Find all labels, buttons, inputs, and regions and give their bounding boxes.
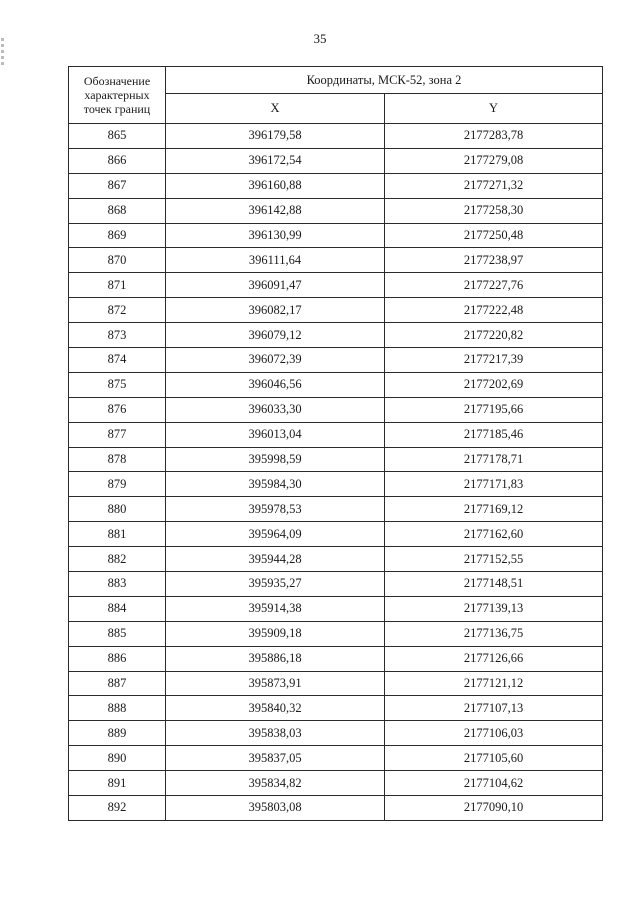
cell-y: 2177090,10 xyxy=(385,796,603,821)
cell-y: 2177217,39 xyxy=(385,348,603,373)
table-row xyxy=(69,248,603,273)
header-y: Y xyxy=(385,94,603,124)
cell-point: 883 xyxy=(69,572,166,597)
cell-x: 396179,58 xyxy=(166,124,385,149)
cell-x: 395803,08 xyxy=(166,796,385,821)
table-row xyxy=(69,497,603,522)
cell-point: 879 xyxy=(69,472,166,497)
cell-y: 2177105,60 xyxy=(385,746,603,771)
table-row xyxy=(69,422,603,447)
cell-x: 395914,38 xyxy=(166,596,385,621)
cell-y: 2177250,48 xyxy=(385,223,603,248)
cell-y: 2177106,03 xyxy=(385,721,603,746)
coordinates-table xyxy=(68,66,603,821)
cell-point: 869 xyxy=(69,223,166,248)
table-row xyxy=(69,397,603,422)
cell-y: 2177126,66 xyxy=(385,646,603,671)
table-row xyxy=(69,646,603,671)
table-row xyxy=(69,124,603,149)
cell-x: 396082,17 xyxy=(166,298,385,323)
cell-x: 395984,30 xyxy=(166,472,385,497)
header-x: X xyxy=(166,94,385,124)
table-body xyxy=(69,124,603,821)
table-row xyxy=(69,372,603,397)
cell-x: 395978,53 xyxy=(166,497,385,522)
cell-x: 395964,09 xyxy=(166,522,385,547)
table-row xyxy=(69,447,603,472)
cell-y: 2177238,97 xyxy=(385,248,603,273)
table-row xyxy=(69,671,603,696)
cell-point: 872 xyxy=(69,298,166,323)
table-row xyxy=(69,348,603,373)
cell-x: 396160,88 xyxy=(166,173,385,198)
cell-point: 873 xyxy=(69,323,166,348)
cell-point: 874 xyxy=(69,348,166,373)
cell-x: 395935,27 xyxy=(166,572,385,597)
cell-y: 2177258,30 xyxy=(385,198,603,223)
cell-point: 878 xyxy=(69,447,166,472)
cell-y: 2177148,51 xyxy=(385,572,603,597)
table-row xyxy=(69,173,603,198)
cell-x: 395886,18 xyxy=(166,646,385,671)
cell-x: 396046,56 xyxy=(166,372,385,397)
cell-x: 396142,88 xyxy=(166,198,385,223)
cell-x: 396091,47 xyxy=(166,273,385,298)
table-row xyxy=(69,522,603,547)
table-row xyxy=(69,721,603,746)
page-number: 35 xyxy=(313,31,327,46)
cell-y: 2177139,13 xyxy=(385,596,603,621)
table-row xyxy=(69,572,603,597)
cell-x: 395909,18 xyxy=(166,621,385,646)
cell-x: 396172,54 xyxy=(166,148,385,173)
cell-x: 395838,03 xyxy=(166,721,385,746)
cell-y: 2177107,13 xyxy=(385,696,603,721)
table-row xyxy=(69,323,603,348)
table-row xyxy=(69,596,603,621)
cell-point: 865 xyxy=(69,124,166,149)
cell-y: 2177152,55 xyxy=(385,547,603,572)
cell-point: 876 xyxy=(69,397,166,422)
cell-point: 885 xyxy=(69,621,166,646)
cell-y: 2177227,76 xyxy=(385,273,603,298)
table-row xyxy=(69,696,603,721)
table-row xyxy=(69,198,603,223)
cell-y: 2177279,08 xyxy=(385,148,603,173)
cell-x: 395837,05 xyxy=(166,746,385,771)
cell-point: 892 xyxy=(69,796,166,821)
table-row xyxy=(69,472,603,497)
cell-x: 395998,59 xyxy=(166,447,385,472)
cell-point: 887 xyxy=(69,671,166,696)
table-row xyxy=(69,621,603,646)
cell-y: 2177220,82 xyxy=(385,323,603,348)
cell-y: 2177222,48 xyxy=(385,298,603,323)
table-row xyxy=(69,746,603,771)
cell-point: 891 xyxy=(69,771,166,796)
cell-point: 868 xyxy=(69,198,166,223)
cell-y: 2177202,69 xyxy=(385,372,603,397)
cell-y: 2177171,83 xyxy=(385,472,603,497)
cell-y: 2177136,75 xyxy=(385,621,603,646)
cell-point: 882 xyxy=(69,547,166,572)
cell-point: 875 xyxy=(69,372,166,397)
cell-x: 396072,39 xyxy=(166,348,385,373)
cell-x: 396079,12 xyxy=(166,323,385,348)
table-row xyxy=(69,148,603,173)
table-row xyxy=(69,796,603,821)
cell-y: 2177121,12 xyxy=(385,671,603,696)
table-row xyxy=(69,298,603,323)
table-row xyxy=(69,223,603,248)
cell-x: 396111,64 xyxy=(166,248,385,273)
cell-point: 886 xyxy=(69,646,166,671)
cell-y: 2177195,66 xyxy=(385,397,603,422)
cell-x: 396033,30 xyxy=(166,397,385,422)
cell-point: 884 xyxy=(69,596,166,621)
table-row xyxy=(69,547,603,572)
cell-x: 395873,91 xyxy=(166,671,385,696)
cell-point: 889 xyxy=(69,721,166,746)
cell-x: 396130,99 xyxy=(166,223,385,248)
cell-point: 881 xyxy=(69,522,166,547)
cell-y: 2177169,12 xyxy=(385,497,603,522)
cell-y: 2177271,32 xyxy=(385,173,603,198)
cell-y: 2177104,62 xyxy=(385,771,603,796)
header-coordinates: Координаты, МСК-52, зона 2 xyxy=(166,67,603,94)
cell-point: 890 xyxy=(69,746,166,771)
cell-point: 867 xyxy=(69,173,166,198)
cell-point: 870 xyxy=(69,248,166,273)
cell-y: 2177185,46 xyxy=(385,422,603,447)
cell-x: 396013,04 xyxy=(166,422,385,447)
cell-y: 2177283,78 xyxy=(385,124,603,149)
cell-point: 880 xyxy=(69,497,166,522)
cell-y: 2177162,60 xyxy=(385,522,603,547)
cell-y: 2177178,71 xyxy=(385,447,603,472)
table-row xyxy=(69,771,603,796)
cell-point: 866 xyxy=(69,148,166,173)
cell-x: 395834,82 xyxy=(166,771,385,796)
cell-x: 395944,28 xyxy=(166,547,385,572)
cell-point: 877 xyxy=(69,422,166,447)
header-point-designation: Обозначение характерных точек границ xyxy=(69,67,166,124)
cell-point: 888 xyxy=(69,696,166,721)
cell-point: 871 xyxy=(69,273,166,298)
cell-x: 395840,32 xyxy=(166,696,385,721)
table-row xyxy=(69,273,603,298)
